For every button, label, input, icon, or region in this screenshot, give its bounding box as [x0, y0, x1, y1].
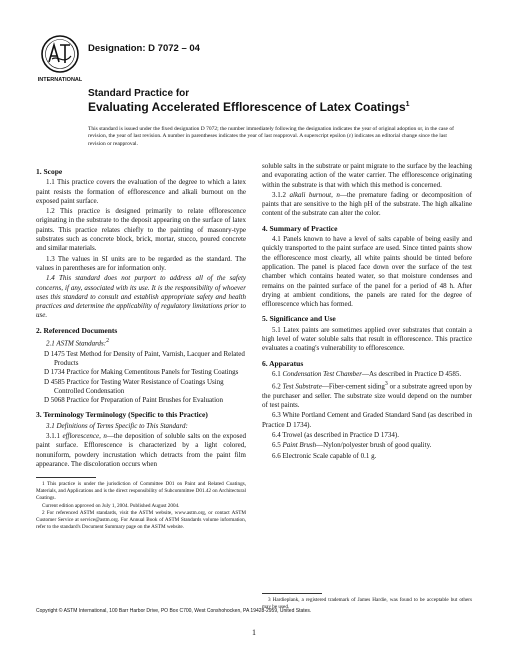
paragraph: 6.2 Test Substrate—Fiber-cement siding$^3$ or a substrate agreed upon by the purchaser and seller. The substrate size would depend on the number of test paints.	[262, 381, 472, 410]
reference-item: D 5068 Practice for Preparation of Paint Brushes for Evaluation	[44, 396, 224, 405]
page-number: 1	[252, 628, 256, 637]
footnote-rule	[262, 593, 322, 594]
copyright: Copyright © ASTM International, 100 Barr Harbor Drive, PO Box C700, West Conshohocken, PA 19428-2959, United States.	[36, 608, 312, 614]
paragraph: 6.6 Electronic Scale capable of 0.1 g.	[272, 451, 377, 460]
paragraph: 6.5 Paint Brush—Nylon/polyester brush of good quality.	[272, 441, 432, 450]
paragraph: 1.2 This practice is designed primarily to relate efflorescence originating in the substrate to the deposit appearing on the surface of latex paints. This practice relates chiefly to the painting of masonry-type substrates such as concrete block, brick, mortar, stucco, poured concrete and similar materials.	[36, 207, 246, 253]
footnote: 3 Hardieplank, a registered trademark of James Hardie, was found to be acceptable but others may be used.	[262, 596, 472, 610]
reference-item: D 1475 Test Method for Density of Paint, Varnish, Lacquer and Related Products	[44, 349, 245, 367]
paragraph: 3.1 Definitions of Terms Specific to This Standard:	[46, 421, 188, 430]
paragraph: 1.3 The values in SI units are to be regarded as the standard. The values in parentheses are for information only.	[36, 254, 246, 272]
paragraph: 6.4 Trowel (as described in Practice D 1734).	[272, 431, 399, 440]
section-heading: 6. Apparatus	[262, 358, 304, 368]
title-block	[88, 88, 448, 114]
section-heading: 3. Terminology Terminology (Specific to this Practice)	[36, 410, 208, 420]
paragraph: 3.1.2 alkali burnout, n—the premature fading or decomposition of paints that are sensitive to the high pH of the substrate. The high alkaline content of the substrate can alter the color.	[262, 190, 473, 218]
designation: Designation: D 7072 – 04	[88, 43, 200, 54]
logo-text: INTERNATIONAL	[38, 77, 82, 83]
reference-item: D 1734 Practice for Making Cementitous Panels for Testing Coatings	[44, 368, 239, 377]
section-heading: 1. Scope	[36, 167, 63, 176]
section-heading: 4. Summary of Practice	[262, 223, 338, 233]
paragraph: 1.4 This standard does not purport to address all of the safety concerns, if any, associated with its use. It is the responsibility of whoever uses this standard to consult and establish appropriate safety and health practices and determine the applicability of regulatory limitations prior to use.	[36, 274, 246, 320]
right-column	[262, 162, 472, 612]
paragraph: 5.1 Latex paints are sometimes applied over substrates that contain a high level of water soluble salts that result in efflorescence. This practice evaluates a coating's vulnerability to efflorescence.	[262, 325, 472, 353]
issue-note: This standard is issued under the fixed designation D 7072; the number immediately following the designation indicates the year of original adoption or, in the case of revision, the year of last revision. A number in parentheses indicates the year of last reapproval. A superscript epsilon (ε) indicates an editorial change since the last revision or reapproval.	[88, 126, 454, 147]
paragraph: 3.1.1 efflorescence, n—the deposition of soluble salts on the exposed paint surface. Efflorescence is characterized by a light colored, nonuniform, powdery incrustation which detracts from the paint film appearance. The discoloration occurs when	[36, 432, 246, 468]
left-column	[36, 162, 246, 532]
paragraph: 6.3 White Portland Cement and Graded Standard Sand (as described in Practice D 1734).	[262, 411, 472, 429]
paragraph: 1.1 This practice covers the evaluation of the degree to which a latex paint resists the formation of efflorescence and alkali burnout on the exposed paint surface.	[36, 178, 246, 205]
paragraph: 6.1 Condensation Test Chamber—As described in Practice D 4585.	[272, 369, 462, 378]
footnote: 1 This practice is under the jurisdiction of Committee D01 on Paint and Related Coatings, Materials, and Applications and is the direct responsibility of Subcommittee D01.42 on Architectural Coatings.	[36, 481, 246, 501]
paragraph: 2.1 ASTM Standards:$^2$	[46, 338, 110, 348]
document-title: Evaluating Accelerated Efflorescence of Latex Coatings$^1$	[88, 100, 410, 114]
astm-logo	[38, 34, 82, 84]
title-line1: Standard Practice for	[88, 88, 190, 99]
section-heading: 2. Referenced Documents	[36, 325, 118, 335]
footnote: Current edition approved on July 1, 2004. Published August 2004.	[42, 502, 180, 509]
paragraph: 4.1 Panels known to have a level of salts capable of being easily and quickly transported to the paint surface are used. Since tinted paints show the efflorescence most clearly, all white paints should be tinted before application. The panel is placed face down over the surface of the test chamber which contains heated water, so that moisture condenses and remains on the painted surface of the panel for a period of 48 h. After drying at ambient conditions, the panels are rated for the degree of efflorescence which has formed.	[262, 235, 472, 309]
footnote: 2 For referenced ASTM standards, visit the ASTM website, www.astm.org, or contact ASTM Customer Service at service@astm.org. For Annual Book of ASTM Standards volume information, refer to the standard's Document Summary page on the ASTM website.	[36, 510, 246, 531]
reference-item: D 4585 Practice for Testing Water Resistance of Coatings Using Controlled Condensation	[44, 377, 224, 395]
section-heading: 5. Significance and Use	[262, 314, 336, 324]
footnote-rule	[36, 477, 96, 478]
paragraph: soluble salts in the substrate or paint migrate to the surface by the leaching and evaporating action of the water carrier. The efflorescence originating within the substrate is that with which this method is concerned.	[262, 162, 472, 189]
